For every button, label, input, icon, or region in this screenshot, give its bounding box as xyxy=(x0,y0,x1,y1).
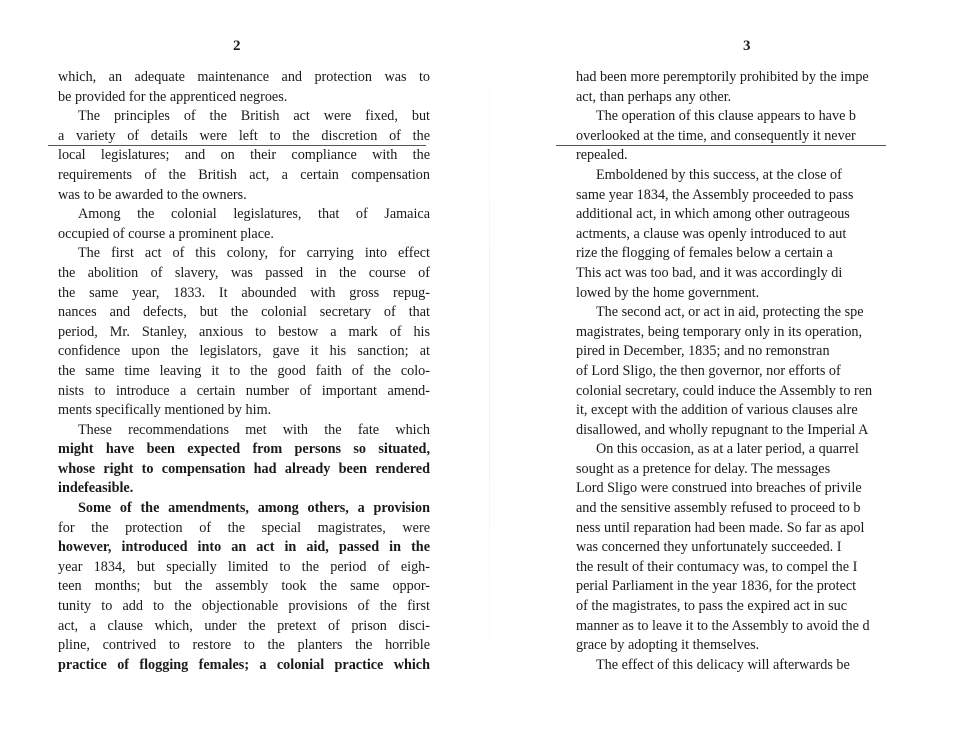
text-line: grace by adopting it themselves. xyxy=(576,637,760,654)
right-page xyxy=(490,0,980,729)
text-line: the same time leaving it to the good faith of the colo- xyxy=(58,362,430,379)
page-number: 2 xyxy=(233,38,241,54)
text-line: requirements of the British act, a certain compensation xyxy=(58,166,430,183)
text-line: indefeasible. xyxy=(58,480,134,497)
text-line: repealed. xyxy=(576,147,628,164)
text-line: had been more peremptorily prohibited by the impe xyxy=(576,69,869,85)
text-line: colonial secretary, could induce the Assembly to ren xyxy=(576,382,873,399)
text-line: Some of the amendments, among others, a provision xyxy=(78,500,430,517)
text-line: rize the flogging of females below a certain a xyxy=(576,245,833,262)
text-line: which, an adequate maintenance and protection was to xyxy=(58,69,430,85)
text-line: of the magistrates, to pass the expired act in suc xyxy=(576,598,848,615)
text-line: the same year, 1833. It abounded with gross repug- xyxy=(58,284,430,301)
text-line: sought as a pretence for delay. The messages xyxy=(576,460,831,477)
text-line: was concerned they unfortunately succeeded. I xyxy=(576,539,842,556)
text-line: of Lord Sligo, the then governor, nor efforts of xyxy=(576,362,841,379)
text-line: manner as to leave it to the Assembly to avoid the d xyxy=(576,617,870,634)
text-line: confidence upon the legislators, gave it his sanction; at xyxy=(58,343,430,360)
text-line: same year 1834, the Assembly proceeded to pass xyxy=(576,186,854,203)
text-line: it, except with the addition of various clauses alre xyxy=(576,402,858,419)
text-line: the abolition of slavery, was passed in the course of xyxy=(58,264,430,281)
text-line: for the protection of the special magistrates, were xyxy=(58,519,430,536)
text-line: Lord Sligo were construed into breaches of privile xyxy=(576,480,862,497)
page-number: 3 xyxy=(743,38,751,54)
text-line: The principles of the British act were fixed, but xyxy=(78,108,430,125)
text-line: tunity to add to the objectionable provisions of the first xyxy=(58,598,430,615)
text-line: ments specifically mentioned by him. xyxy=(58,402,272,419)
text-line: This act was too bad, and it was accordingly di xyxy=(576,264,843,281)
text-line: ness until reparation had been made. So far as apol xyxy=(576,519,865,536)
text-line: perial Parliament in the year 1836, for the protect xyxy=(576,578,857,595)
text-line: Emboldened by this success, at the close of xyxy=(596,166,842,183)
text-line: The second act, or act in aid, protecting the spe xyxy=(596,304,864,321)
text-line: actments, a clause was openly introduced to aut xyxy=(576,225,847,242)
text-line: be provided for the apprenticed negroes. xyxy=(58,88,288,105)
text-line: practice of flogging females; a colonial practice which xyxy=(58,656,430,673)
text-line: a variety of details were left to the discretion of the xyxy=(58,127,430,144)
text-line: overlooked at the time, and consequently it never xyxy=(576,127,856,144)
text-line: lowed by the home government. xyxy=(576,284,760,301)
text-line: act, than perhaps any other. xyxy=(576,88,732,105)
text-line: disallowed, and wholly repugnant to the Imperial A xyxy=(576,421,869,438)
text-line: magistrates, being temporary only in its operation, xyxy=(576,323,863,340)
text-line: teen months; but the assembly took the same oppor- xyxy=(58,578,430,595)
text-line: The operation of this clause appears to have b xyxy=(596,108,857,125)
text-line: nists to introduce a certain number of important amend- xyxy=(58,382,430,399)
text-line: act, a clause which, under the pretext of prison disci- xyxy=(58,617,430,634)
text-line: year 1834, but specially limited to the period of eigh- xyxy=(58,558,430,575)
text-line: On this occasion, as at a later period, a quarrel xyxy=(596,441,859,458)
text-line: These recommendations met with the fate which xyxy=(78,421,430,438)
text-line: and the sensitive assembly refused to proceed to b xyxy=(576,500,861,517)
text-line: pired in December, 1835; and no remonstran xyxy=(576,343,830,360)
text-line: local legislatures; and on their compliance with the xyxy=(58,147,430,164)
text-column xyxy=(58,68,430,675)
text-line: The effect of this delicacy will afterwards be xyxy=(596,656,850,673)
text-column xyxy=(576,68,980,675)
underline-rule xyxy=(556,145,886,146)
text-line: whose right to compensation had already been rendered xyxy=(58,460,430,477)
text-line: Among the colonial legislatures, that of Jamaica xyxy=(78,206,430,223)
text-line: pline, contrived to restore to the planters the horrible xyxy=(58,637,430,654)
underline-rule xyxy=(48,145,426,146)
text-line: nances and defects, but the colonial secretary of that xyxy=(58,304,430,321)
text-line: however, introduced into an act in aid, passed in the xyxy=(58,539,430,556)
text-line: might have been expected from persons so situated, xyxy=(58,441,430,458)
text-line: occupied of course a prominent place. xyxy=(58,225,274,242)
text-line: The first act of this colony, for carrying into effect xyxy=(78,245,430,262)
text-line: period, Mr. Stanley, anxious to bestow a mark of his xyxy=(58,323,430,340)
text-line: additional act, in which among other outrageous xyxy=(576,206,850,223)
text-line: was to be awarded to the owners. xyxy=(58,186,247,203)
text-line: the result of their contumacy was, to compel the I xyxy=(576,558,858,575)
